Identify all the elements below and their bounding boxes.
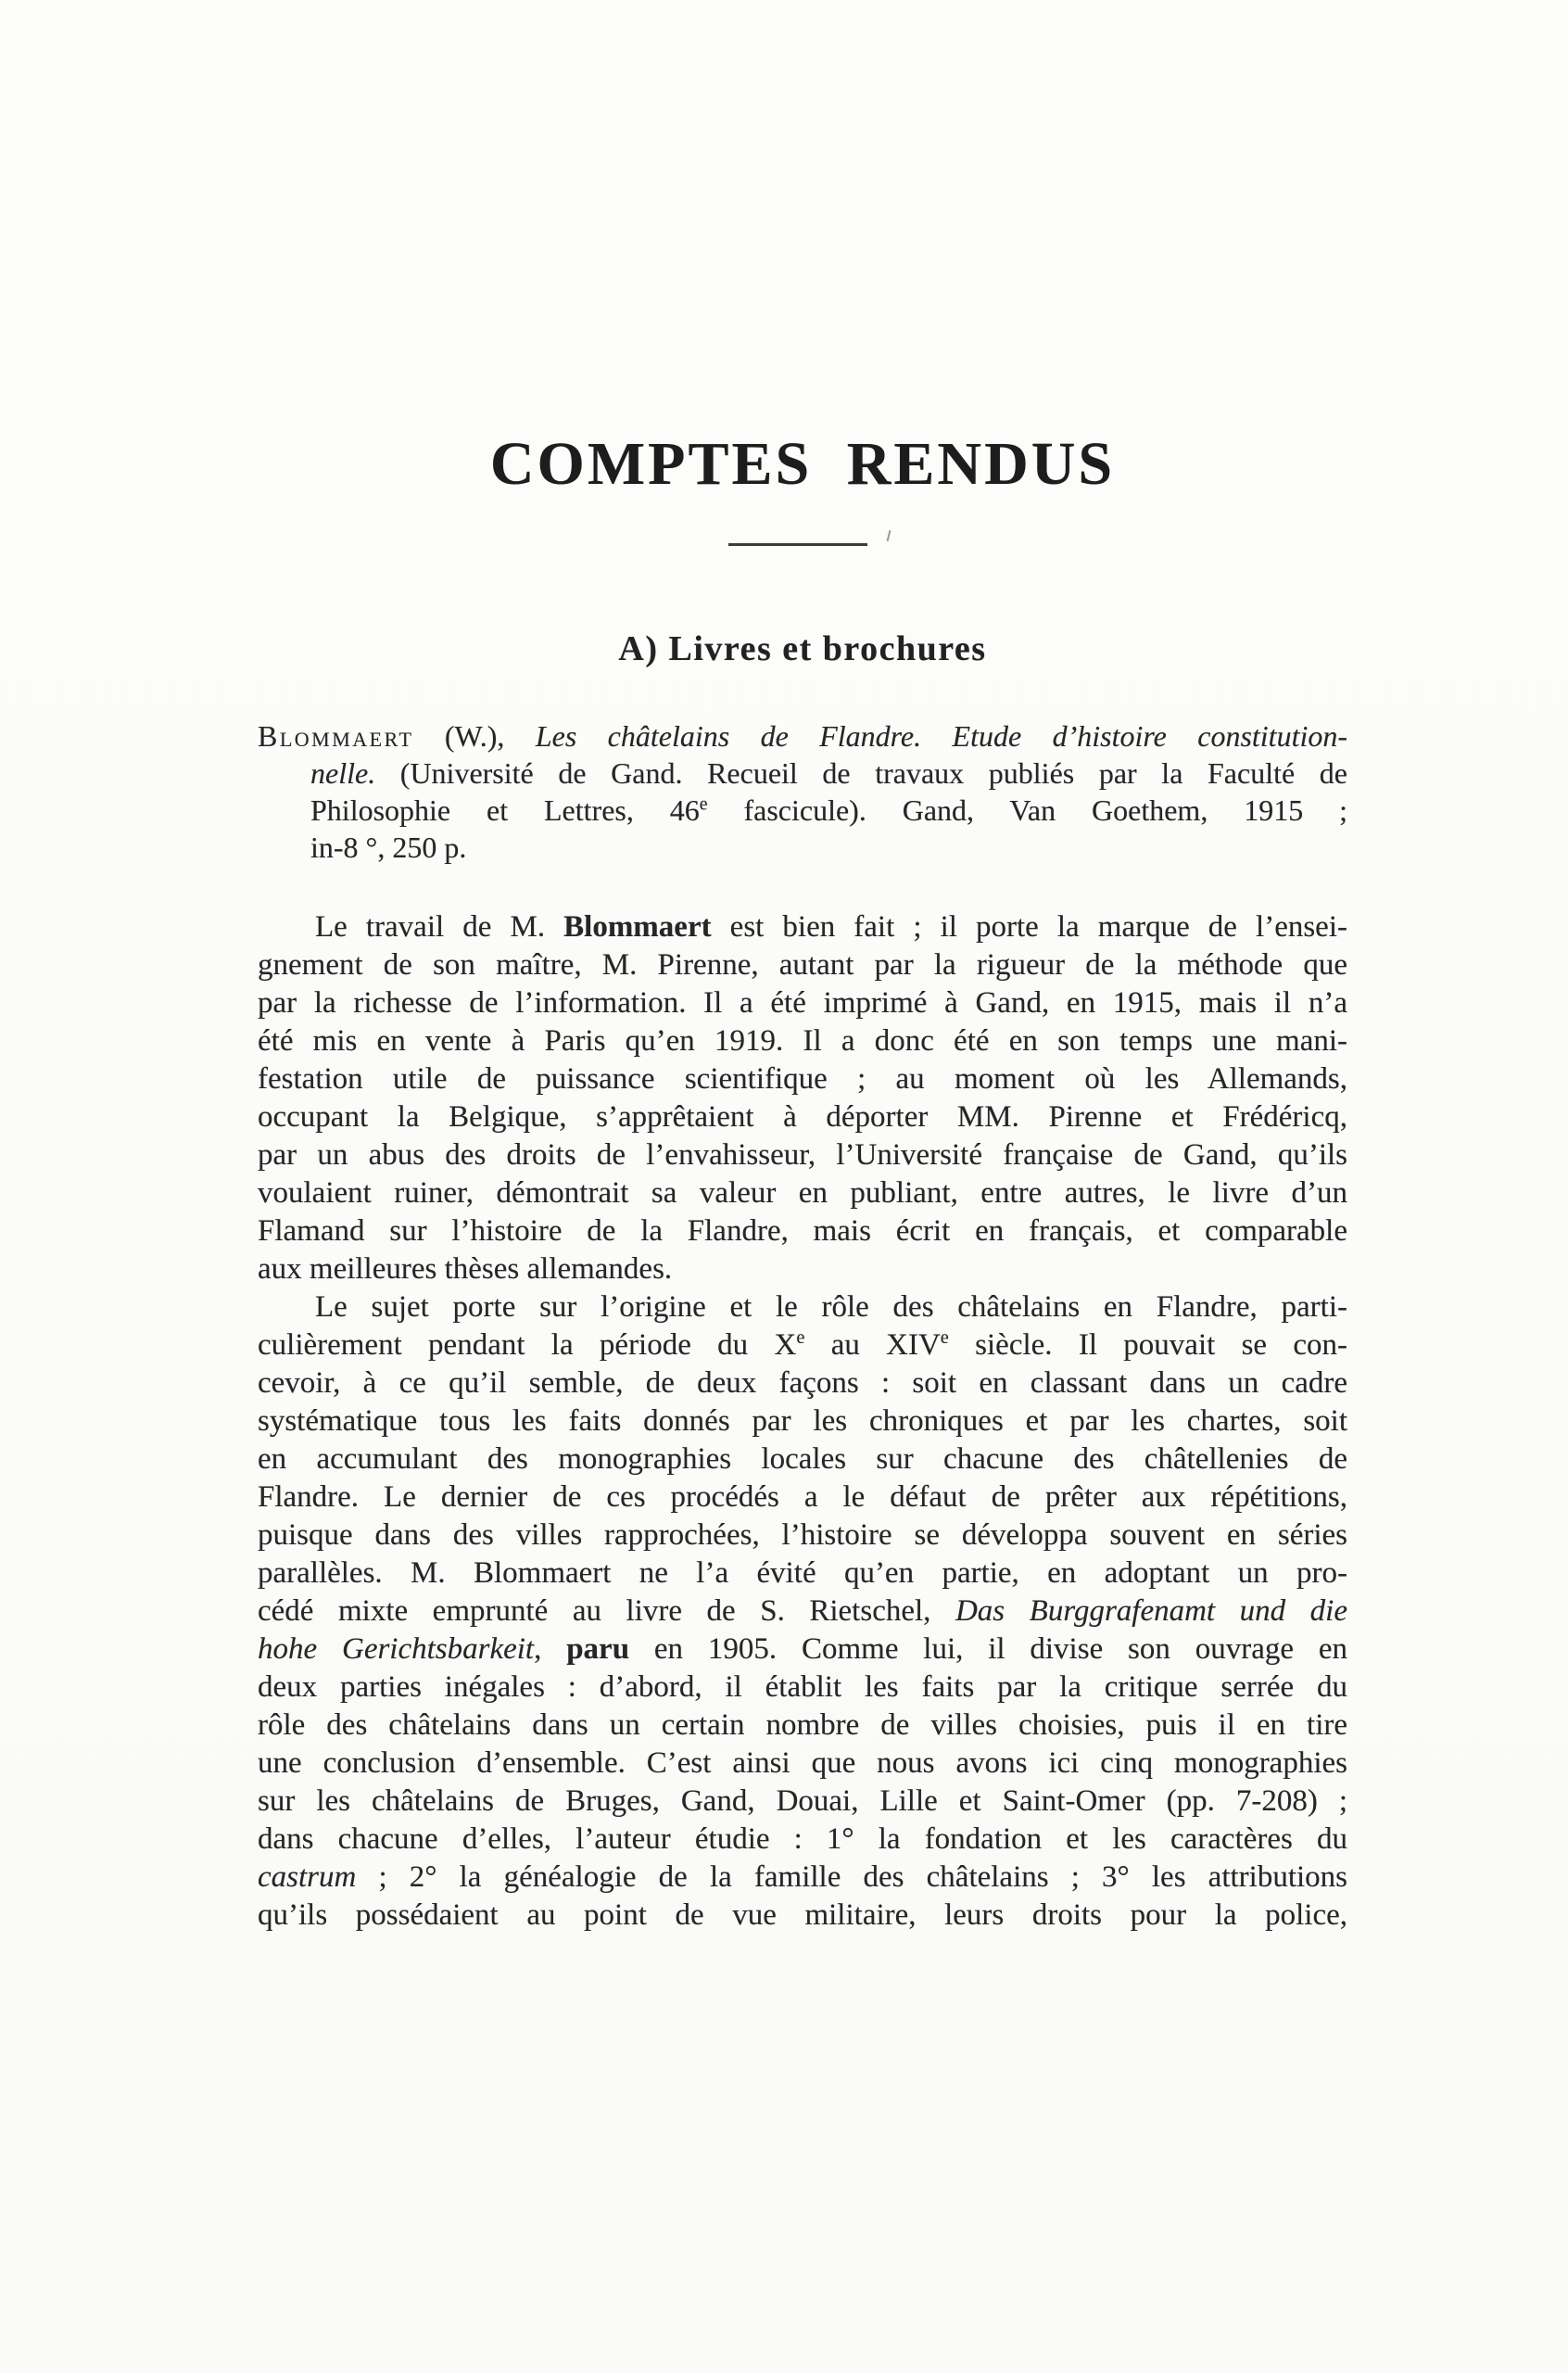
text-segment: occupant la Belgique, s’apprêtaient à déporter MM. Pirenne et Frédéricq, (258, 1099, 1347, 1134)
text-line (258, 1821, 1347, 1859)
text-segment: qu’ils possédaient au point de vue militaire, leurs droits pour la police, (258, 1897, 1347, 1932)
text-line (258, 908, 1347, 946)
text-segment: puisque dans des villes rapprochées, l’histoire se développa souvent en séries (258, 1517, 1347, 1552)
text-line (258, 1326, 1347, 1364)
text-line (258, 1555, 1347, 1593)
text-line (258, 1022, 1347, 1060)
text-segment: Flandre. Le dernier de ces procédés a le défaut de prêter aux répétitions, (258, 1479, 1347, 1514)
text-segment: Blommaert (258, 718, 414, 753)
text-line (258, 1288, 1347, 1326)
text-line (258, 755, 1347, 792)
text-segment: ; 2° la généalogie de la famille des châtelains ; 3° les attributions (356, 1859, 1347, 1894)
text-segment: Philosophie et Lettres, 46 (310, 793, 700, 827)
text-segment: voulaient ruiner, démontrait sa valeur en publiant, entre autres, le livre d’un (258, 1175, 1347, 1210)
text-line (258, 1897, 1347, 1935)
text-segment: , (534, 1631, 567, 1666)
text-segment: (W.), (413, 718, 536, 753)
text-segment: e (699, 793, 708, 814)
text-segment: une conclusion d’ensemble. C’est ainsi que nous avons ici cinq monographies (258, 1745, 1347, 1780)
text-line (258, 829, 1347, 866)
text-segment: e (940, 1326, 949, 1348)
text-segment: Les châtelains de Flandre. Etude d’histoire constitution- (535, 718, 1347, 753)
text-line (258, 984, 1347, 1022)
text-line (258, 1631, 1347, 1669)
text-segment: au XIV (804, 1327, 941, 1362)
text-segment: in-8 °, 250 p. (310, 830, 467, 864)
text-segment: gnement de son maître, M. Pirenne, autant par la rigueur de la méthode que (258, 947, 1347, 982)
text-segment: festation utile de puissance scientifique ; au moment où les Allemands, (258, 1061, 1347, 1096)
text-line (258, 1098, 1347, 1136)
text-segment: aux meilleures thèses allemandes. (258, 1251, 673, 1286)
scan-artifact-mark (887, 530, 891, 541)
text-segment: cédé mixte emprunté au livre de S. Rietschel, (258, 1593, 955, 1628)
text-line (258, 1478, 1347, 1516)
page-title: COMPTES RENDUS (489, 430, 1116, 498)
divider-rule (728, 543, 867, 546)
section-heading: A) Livres et brochures (618, 629, 987, 668)
text-line (258, 1669, 1347, 1707)
paragraph (258, 1288, 1347, 1935)
text-line (258, 1859, 1347, 1897)
text-segment: Le travail de M. (315, 909, 564, 944)
text-line (258, 1060, 1347, 1098)
paragraph (258, 908, 1347, 1288)
text-segment: castrum (258, 1859, 357, 1894)
text-line (258, 1516, 1347, 1555)
review-body (258, 908, 1347, 1935)
text-segment: deux parties inégales : d’abord, il établit les faits par la critique serrée du (258, 1669, 1347, 1704)
text-segment: nelle. (310, 755, 376, 790)
text-line (258, 946, 1347, 984)
text-segment: e (796, 1326, 805, 1348)
text-segment: Blommaert (563, 909, 712, 944)
bibliography-entry (258, 717, 1347, 866)
text-line (258, 1707, 1347, 1745)
text-segment: siècle. Il pouvait se con- (948, 1327, 1348, 1362)
text-segment: Flamand sur l’histoire de la Flandre, mais écrit en français, et comparable (258, 1213, 1347, 1248)
text-segment: par un abus des droits de l’envahisseur, l’Université française de Gand, qu’ils (258, 1137, 1347, 1172)
text-segment: rôle des châtelains dans un certain nombre de villes choisies, puis il en tire (258, 1707, 1347, 1742)
text-segment: fascicule). Gand, Van Goethem, 1915 ; (707, 793, 1348, 827)
text-segment: Le sujet porte sur l’origine et le rôle des châtelains en Flandre, parti- (315, 1289, 1347, 1324)
text-segment: sur les châtelains de Bruges, Gand, Douai, Lille et Saint-Omer (pp. 7-208) ; (258, 1783, 1347, 1818)
text-line (258, 1364, 1347, 1402)
text-segment: est bien fait ; il porte la marque de l’ensei- (711, 909, 1347, 944)
text-line (258, 792, 1347, 829)
text-segment: par la richesse de l’information. Il a été imprimé à Gand, en 1915, mais il n’a (258, 985, 1347, 1020)
text-segment: en accumulant des monographies locales sur chacune des châtellenies de (258, 1441, 1347, 1476)
text-segment: culièrement pendant la période du X (258, 1327, 797, 1362)
text-segment: dans chacune d’elles, l’auteur étudie : 1° la fondation et les caractères du (258, 1821, 1347, 1856)
text-line (258, 1250, 1347, 1288)
text-line (258, 1783, 1347, 1821)
text-column (258, 430, 1348, 1935)
text-segment: parallèles. M. Blommaert ne l’a évité qu’en partie, en adoptant un pro- (258, 1555, 1347, 1590)
text-segment: Das Burggrafenamt und die (955, 1593, 1347, 1628)
text-line (258, 1402, 1347, 1440)
text-line (258, 1212, 1347, 1250)
text-segment: paru (566, 1631, 630, 1666)
text-segment: cevoir, à ce qu’il semble, de deux façons : soit en classant dans un cadre (258, 1365, 1347, 1400)
text-line (258, 1174, 1347, 1212)
text-line (258, 1593, 1347, 1631)
text-line (258, 717, 1347, 755)
text-line (258, 1440, 1347, 1478)
text-line (258, 1136, 1347, 1174)
title-divider (728, 543, 877, 547)
text-segment: (Université de Gand. Recueil de travaux publiés par la Faculté de (375, 755, 1347, 790)
text-segment: en 1905. Comme lui, il divise son ouvrage en (629, 1631, 1347, 1666)
text-segment: été mis en vente à Paris qu’en 1919. Il a donc été en son temps une mani- (258, 1023, 1347, 1058)
text-segment: hohe Gerichtsbarkeit (258, 1631, 535, 1666)
text-line (258, 1745, 1347, 1783)
text-segment: systématique tous les faits donnés par les chroniques et par les chartes, soit (258, 1403, 1347, 1438)
